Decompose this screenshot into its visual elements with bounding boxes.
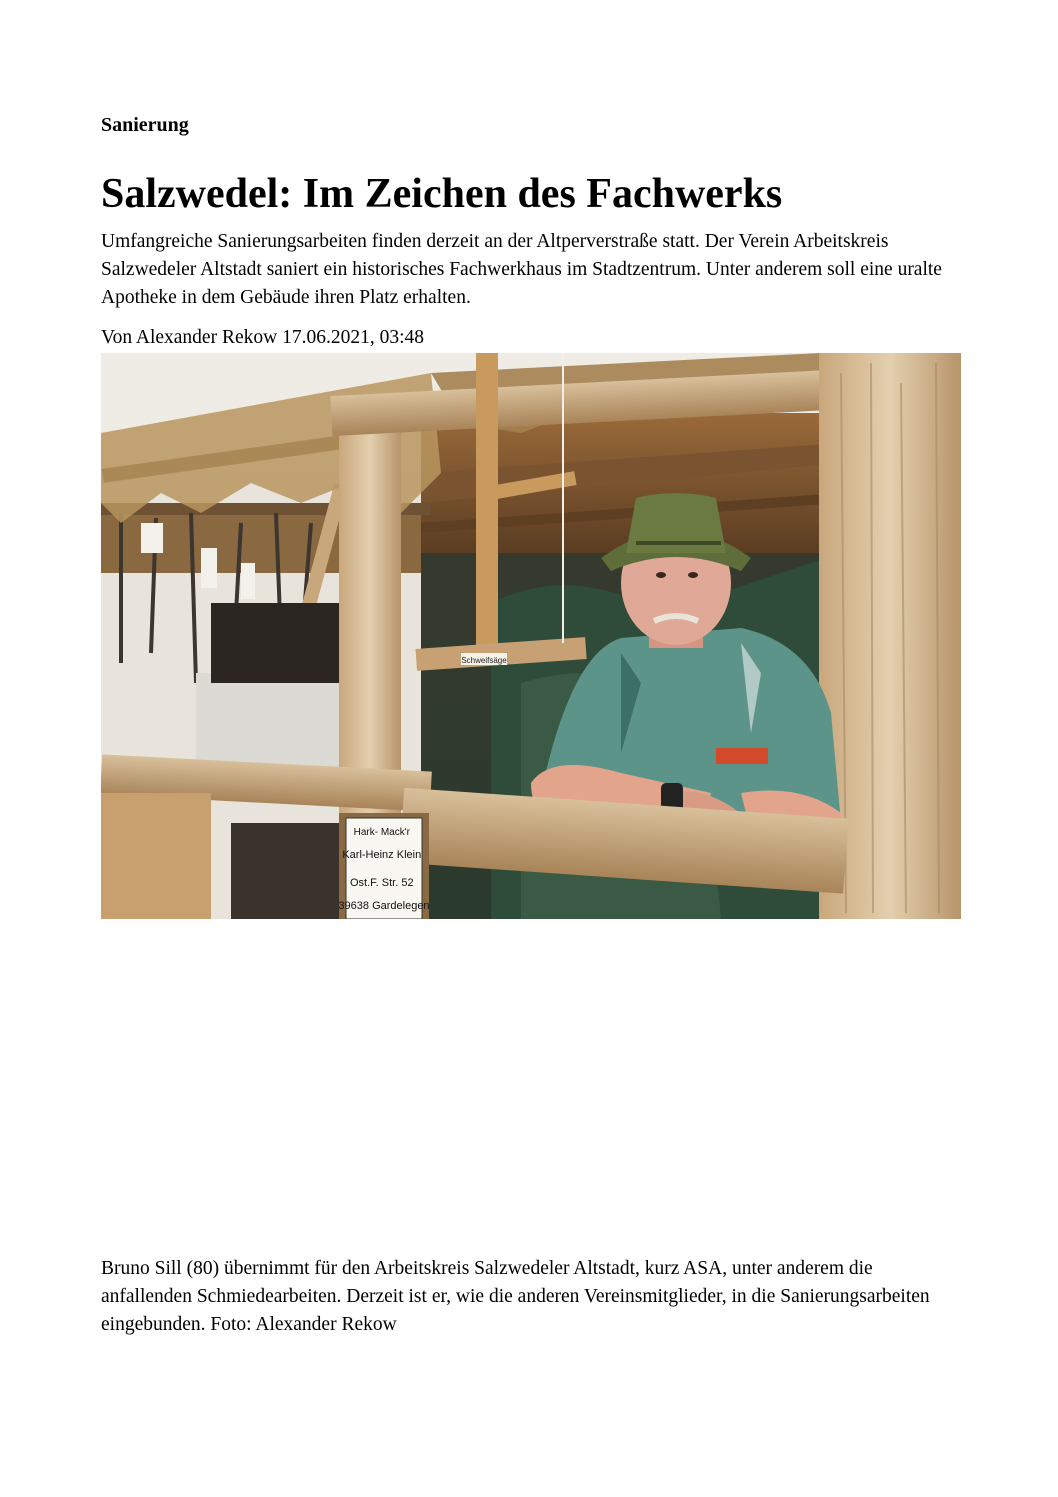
article-kicker: Sanierung bbox=[101, 114, 189, 136]
sign-line-1: Hark- Mack'r bbox=[353, 827, 410, 838]
sign-line-4: 39638 Gardelegen bbox=[338, 900, 430, 912]
photo-illustration bbox=[101, 353, 961, 919]
photo-caption: Bruno Sill (80) übernimmt für den Arbeitskreis Salzwedeler Altstadt, kurz ASA, unter anderem die anfallenden Schmiedearbeiten. Derzeit ist er, wie die anderen Vereinsmitglieder, in die Sanierungsarbeiten eingebunden. Foto: Alexander Rekow bbox=[101, 1258, 930, 1335]
article-photo bbox=[101, 353, 961, 919]
article-byline: Von Alexander Rekow 17.06.2021, 03:48 bbox=[101, 327, 424, 348]
sign-line-3: Ost.F. Str. 52 bbox=[349, 877, 414, 889]
saw-label: Schweifsäge bbox=[461, 656, 507, 665]
article-headline: Salzwedel: Im Zeichen des Fachwerks bbox=[101, 171, 783, 217]
sign-line-2: Karl-Heinz Klein bbox=[342, 849, 422, 861]
article-lead: Umfangreiche Sanierungsarbeiten finden derzeit an der Altperverstraße statt. Der Verein Arbeitskreis Salzwedeler Altstadt saniert ein historisches Fachwerkhaus im Stadtzentrum. Unter anderem soll eine uralte Apotheke in dem Gebäude ihren Platz erhalten. bbox=[101, 231, 942, 308]
